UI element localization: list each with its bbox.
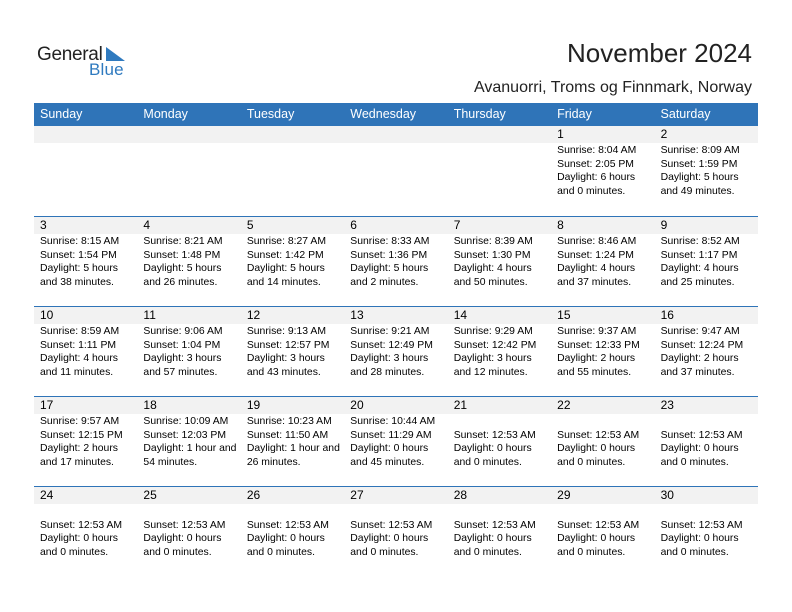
day-sun-info	[143, 505, 225, 559]
page-title: November 2024	[567, 38, 752, 68]
weekday-sunday: Sunday	[40, 107, 83, 121]
day-sun-info	[143, 325, 222, 379]
day-cell	[241, 307, 344, 397]
day-cell	[551, 307, 654, 397]
sun-info-line: Sunset: 1:24 PM	[557, 249, 634, 261]
sun-info-line: Sunset: 1:11 PM	[40, 339, 117, 351]
sun-info-line: Daylight: 6 hours	[557, 172, 636, 183]
day-number: 18	[143, 398, 157, 412]
sun-info-line: Sunrise: 8:21 AM	[143, 236, 223, 247]
sun-info-line: Daylight: 0 hours	[660, 533, 739, 544]
sun-info-line: and 57 minutes.	[143, 366, 218, 378]
day-cell	[448, 217, 551, 307]
sun-info-line: Sunrise: 8:27 AM	[246, 236, 326, 247]
sun-info-line: Sunset: 12:33 PM	[557, 339, 640, 351]
sun-info-line: Daylight: 5 hours	[660, 172, 739, 183]
day-cell	[241, 487, 344, 577]
day-sun-info	[247, 415, 340, 469]
day-number: 23	[660, 398, 674, 412]
sun-info-line: and 43 minutes.	[246, 366, 321, 378]
day-cell	[655, 217, 758, 307]
sun-info-line: Daylight: 0 hours	[453, 533, 532, 544]
day-cell	[344, 217, 447, 307]
sun-info-line: Daylight: 0 hours	[350, 533, 429, 544]
sun-info-line: 54 minutes.	[143, 456, 198, 468]
sun-info-line: Sunrise: 9:06 AM	[143, 326, 223, 337]
sun-info-line: Daylight: 3 hours	[350, 353, 429, 364]
sun-info-line	[454, 505, 536, 519]
sun-info-line: Daylight: 4 hours	[453, 263, 532, 274]
sun-info-line: Sunset: 1:04 PM	[143, 339, 221, 351]
day-sun-info	[661, 415, 743, 469]
day-number: 13	[350, 308, 364, 322]
day-cell	[137, 217, 240, 307]
day-cell	[448, 487, 551, 577]
day-number: 30	[660, 488, 674, 502]
sun-info-line: Sunset: 2:05 PM	[557, 158, 634, 170]
sun-info-line: and 55 minutes.	[557, 366, 632, 378]
sun-info-line	[557, 415, 639, 429]
sun-info-line: 26 minutes.	[246, 456, 301, 468]
sun-info-line: and 2 minutes.	[350, 276, 419, 288]
weekday-thursday: Thursday	[453, 107, 506, 121]
sun-info-line: Sunset: 12:42 PM	[453, 339, 537, 351]
sun-info-line: Sunset: 1:48 PM	[143, 249, 221, 261]
day-sun-info	[454, 415, 536, 469]
sun-info-line: Sunrise: 9:37 AM	[557, 326, 637, 337]
sun-info-line: Daylight: 2 hours	[40, 443, 118, 454]
day-cell	[241, 397, 344, 487]
day-number: 24	[40, 488, 54, 502]
day-number: 29	[557, 488, 571, 502]
sun-info-line: Sunrise: 8:46 AM	[557, 236, 637, 247]
day-cell	[34, 307, 137, 397]
day-sun-info	[40, 325, 119, 379]
week-row	[34, 126, 758, 216]
day-number: 2	[660, 127, 668, 141]
sun-info-line: Sunrise: 8:09 AM	[660, 145, 740, 156]
day-sun-info	[247, 235, 326, 289]
sun-info-line: and 28 minutes.	[350, 366, 425, 378]
day-sun-info	[350, 235, 429, 289]
day-cell	[344, 307, 447, 397]
day-cell	[551, 126, 654, 216]
day-number: 20	[350, 398, 364, 412]
week-row	[34, 216, 758, 307]
day-number: 8	[557, 218, 564, 232]
day-sun-info	[40, 235, 119, 289]
sun-info-line: Daylight: 0 hours	[557, 443, 636, 454]
sun-info-line: Sunset: 12:53 AM	[350, 519, 433, 531]
weekday-saturday: Saturday	[660, 107, 711, 121]
day-sun-info	[661, 235, 740, 289]
day-number: 7	[453, 218, 461, 232]
sun-info-line: Daylight: 5 hours	[143, 263, 222, 274]
sun-info-line	[350, 505, 432, 519]
day-cell	[137, 307, 240, 397]
day-number: 3	[40, 218, 47, 232]
day-sun-info	[40, 505, 122, 559]
sun-info-line: and 37 minutes.	[557, 276, 632, 288]
day-cell	[551, 217, 654, 307]
logo	[37, 44, 137, 80]
day-cell	[655, 307, 758, 397]
sun-info-line: and 0 minutes.	[350, 546, 419, 558]
day-sun-info	[661, 144, 740, 198]
sun-info-line: Sunset: 1:42 PM	[246, 249, 324, 261]
sun-info-line: Sunset: 12:53 AM	[557, 429, 640, 441]
day-number: 19	[246, 398, 261, 412]
sun-info-line	[247, 505, 329, 519]
sun-info-line: Daylight: 0 hours	[246, 533, 325, 544]
sun-info-line: and 50 minutes.	[453, 276, 528, 288]
day-cell	[448, 307, 551, 397]
sun-info-line: Sunset: 12:15 PM	[40, 429, 123, 441]
sun-info-line: Daylight: 5 hours	[350, 263, 429, 274]
day-cell	[655, 397, 758, 487]
day-cell	[448, 126, 551, 216]
weekday-tuesday: Tuesday	[246, 107, 295, 121]
sun-info-line: and 0 minutes.	[246, 546, 316, 558]
day-number: 22	[557, 398, 571, 412]
sun-info-line: Sunset: 1:30 PM	[453, 249, 531, 261]
day-number: 9	[660, 218, 668, 232]
day-cell	[137, 487, 240, 577]
day-number: 12	[246, 308, 261, 322]
sun-info-line: Sunrise: 9:57 AM	[40, 416, 120, 427]
day-cell	[655, 126, 758, 216]
sun-info-line: and 0 minutes.	[557, 456, 626, 468]
day-sun-info	[350, 415, 435, 469]
sun-info-line: and 25 minutes.	[660, 276, 735, 288]
day-sun-info	[143, 235, 222, 289]
day-number: 16	[660, 308, 674, 322]
sun-info-line: Sunrise: 8:59 AM	[40, 326, 120, 337]
day-number: 25	[143, 488, 157, 502]
day-sun-info	[557, 144, 636, 198]
sun-info-line: Daylight: 4 hours	[557, 263, 636, 274]
sun-info-line: and 37 minutes.	[660, 366, 735, 378]
day-cell	[137, 126, 240, 216]
day-sun-info	[557, 325, 640, 379]
day-sun-info	[247, 505, 329, 559]
sun-info-line: Sunrise: 8:15 AM	[40, 236, 120, 247]
day-number: 1	[557, 127, 564, 141]
day-cell	[241, 217, 344, 307]
sun-info-line: Sunset: 12:53 AM	[557, 519, 640, 531]
weekday-friday: Friday	[557, 107, 592, 121]
sun-info-line: Sunrise: 9:13 AM	[246, 326, 326, 337]
day-sun-info	[454, 325, 537, 379]
sun-info-line: Daylight: 4 hours	[660, 263, 739, 274]
sun-info-line: Sunset: 12:53 AM	[660, 429, 743, 441]
day-sun-info	[350, 325, 433, 379]
sun-info-line: Daylight: 1 hour and	[143, 443, 237, 454]
sun-info-line: Sunset: 1:36 PM	[350, 249, 428, 261]
sun-info-line: Sunset: 12:57 PM	[246, 339, 330, 351]
sun-info-line: Sunset: 12:53 AM	[660, 519, 743, 531]
sun-info-line: Daylight: 5 hours	[40, 263, 118, 274]
sun-info-line: and 11 minutes.	[40, 366, 114, 378]
sun-info-line: and 0 minutes.	[557, 546, 626, 558]
sun-info-line: Sunrise: 9:21 AM	[350, 326, 430, 337]
day-cell	[241, 126, 344, 216]
day-sun-info	[143, 415, 236, 469]
sun-info-line: Daylight: 1 hour and	[246, 443, 340, 454]
sun-info-line: Sunset: 11:50 AM	[246, 429, 329, 441]
sun-info-line: and 17 minutes.	[40, 456, 114, 468]
day-cell	[137, 397, 240, 487]
sun-info-line	[454, 415, 536, 429]
day-number: 5	[246, 218, 254, 232]
sun-info-line: Sunset: 12:03 PM	[143, 429, 227, 441]
sun-info-line	[557, 505, 639, 519]
sun-info-line: Sunset: 1:59 PM	[660, 158, 738, 170]
day-sun-info	[454, 505, 536, 559]
day-sun-info	[350, 505, 432, 559]
day-cell	[34, 126, 137, 216]
sun-info-line	[661, 505, 743, 519]
sun-info-line: Sunset: 12:49 PM	[350, 339, 433, 351]
sun-info-line: Daylight: 2 hours	[660, 353, 739, 364]
sun-info-line: Daylight: 5 hours	[246, 263, 325, 274]
day-cell	[34, 487, 137, 577]
sun-info-line: Daylight: 0 hours	[143, 533, 222, 544]
day-cell	[448, 397, 551, 487]
day-number: 28	[453, 488, 468, 502]
sun-info-line: Sunset: 12:24 PM	[660, 339, 744, 351]
day-number: 4	[143, 218, 151, 232]
sun-info-line: Sunset: 12:53 AM	[453, 429, 536, 441]
sun-info-line: Daylight: 0 hours	[557, 533, 636, 544]
sun-info-line: Sunrise: 8:04 AM	[557, 145, 637, 156]
day-number: 15	[557, 308, 571, 322]
day-sun-info	[40, 415, 123, 469]
sun-info-line: Sunset: 1:17 PM	[660, 249, 738, 261]
sun-info-line: and 0 minutes.	[143, 546, 212, 558]
sun-info-line: and 26 minutes.	[143, 276, 218, 288]
week-row	[34, 486, 758, 577]
sun-info-line: Daylight: 4 hours	[40, 353, 118, 364]
day-cell	[344, 487, 447, 577]
day-number: 27	[350, 488, 364, 502]
location-subtitle: Avanuorri, Troms og Finnmark, Norway	[473, 79, 752, 96]
day-cell	[34, 397, 137, 487]
sun-info-line: Daylight: 3 hours	[453, 353, 532, 364]
sun-info-line: Daylight: 3 hours	[143, 353, 222, 364]
sun-info-line: and 49 minutes.	[660, 185, 735, 197]
sun-info-line: Sunrise: 9:29 AM	[453, 326, 533, 337]
sun-info-line: Sunrise: 8:33 AM	[350, 236, 430, 247]
sun-info-line: and 0 minutes.	[453, 456, 522, 468]
weekday-header	[34, 103, 758, 126]
day-cell	[34, 217, 137, 307]
sun-info-line: Daylight: 0 hours	[660, 443, 739, 454]
day-sun-info	[454, 235, 533, 289]
sun-info-line: and 38 minutes.	[40, 276, 114, 288]
day-number: 10	[40, 308, 54, 322]
sun-info-line: and 0 minutes.	[660, 456, 729, 468]
sun-info-line: and 0 minutes.	[557, 185, 626, 197]
day-number: 26	[246, 488, 261, 502]
sun-info-line: and 0 minutes.	[660, 546, 729, 558]
logo-blue-text: Blue	[89, 60, 124, 79]
sun-info-line: and 45 minutes.	[350, 456, 425, 468]
day-sun-info	[557, 505, 639, 559]
day-number: 6	[350, 218, 357, 232]
sun-info-line: Sunset: 11:29 AM	[350, 429, 432, 441]
week-row	[34, 396, 758, 487]
sun-info-line: Daylight: 3 hours	[246, 353, 325, 364]
day-sun-info	[557, 415, 639, 469]
sun-info-line: Sunset: 12:53 AM	[246, 519, 329, 531]
sun-info-line: Daylight: 2 hours	[557, 353, 636, 364]
sun-info-line: Sunrise: 10:44 AM	[350, 416, 436, 427]
day-sun-info	[247, 325, 330, 379]
weekday-wednesday: Wednesday	[350, 107, 417, 121]
day-number: 14	[453, 308, 468, 322]
day-number: 11	[143, 308, 156, 322]
sun-info-line: Sunset: 12:53 AM	[143, 519, 226, 531]
sun-info-line: and 0 minutes.	[453, 546, 522, 558]
day-sun-info	[661, 505, 743, 559]
sun-info-line: Sunrise: 8:52 AM	[660, 236, 740, 247]
day-sun-info	[661, 325, 744, 379]
sun-info-line: Sunrise: 9:47 AM	[660, 326, 740, 337]
day-number: 17	[40, 398, 54, 412]
sun-info-line: Daylight: 0 hours	[453, 443, 532, 454]
sun-info-line: Daylight: 0 hours	[350, 443, 429, 454]
sun-info-line: and 0 minutes.	[40, 546, 109, 558]
logo-triangle-icon	[106, 47, 125, 61]
sun-info-line	[40, 505, 122, 519]
week-row	[34, 306, 758, 397]
day-cell	[344, 397, 447, 487]
sun-info-line: and 14 minutes.	[246, 276, 321, 288]
sun-info-line	[143, 505, 225, 519]
day-cell	[655, 487, 758, 577]
sun-info-line: Daylight: 0 hours	[40, 533, 118, 544]
day-sun-info	[557, 235, 636, 289]
day-cell	[551, 397, 654, 487]
sun-info-line: Sunset: 12:53 AM	[453, 519, 536, 531]
sun-info-line: Sunset: 1:54 PM	[40, 249, 117, 261]
sun-info-line: Sunset: 12:53 AM	[40, 519, 123, 531]
sun-info-line: Sunrise: 10:09 AM	[143, 416, 229, 427]
logo-general-text: General	[37, 44, 103, 65]
day-cell	[344, 126, 447, 216]
sun-info-line: and 12 minutes.	[453, 366, 528, 378]
day-number: 21	[453, 398, 468, 412]
sun-info-line: Sunrise: 10:23 AM	[246, 416, 332, 427]
sun-info-line	[661, 415, 743, 429]
weekday-monday: Monday	[143, 107, 188, 121]
day-cell	[551, 487, 654, 577]
sun-info-line: Sunrise: 8:39 AM	[453, 236, 533, 247]
